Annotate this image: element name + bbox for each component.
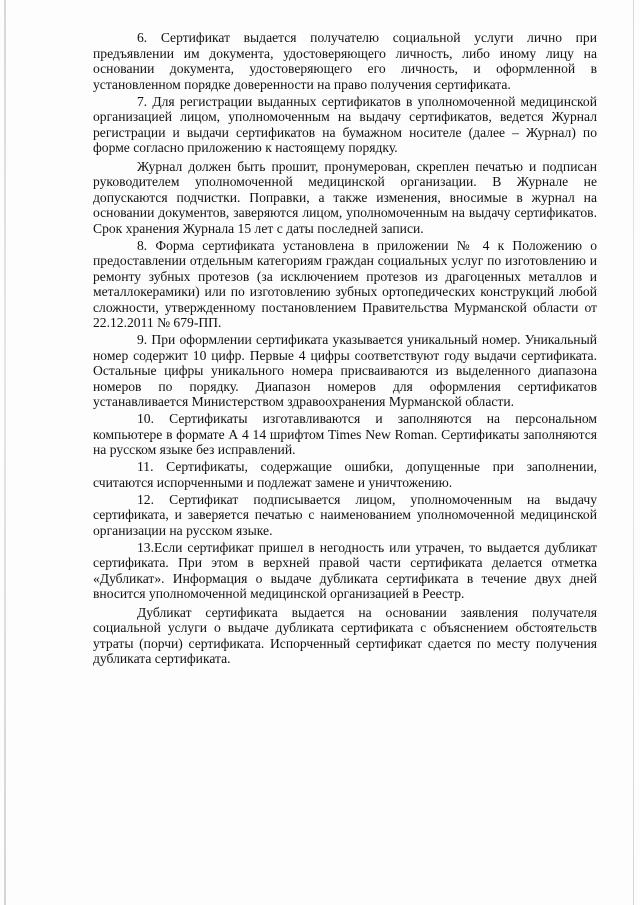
- paragraph-9: 9. При оформлении сертификата указывается уникальный номер. Уникальный номер содержит 10 цифр. Первые 4 цифры соответствуют году выдачи сертификата. Остальные цифры уникального номера присваиваются из выделенного диапазона номеров по порядку. Диапазон номеров для оформления сертификатов устанавливается Министерством здравоохранения Мурманской области.: [93, 332, 597, 409]
- paragraph-12: 12. Сертификат подписывается лицом, уполномоченным на выдачу сертификата, и заверяется печатью с наименованием уполномоченной медицинской организации на русском языке.: [93, 491, 597, 538]
- scan-edge-right: [633, 0, 634, 905]
- paragraph-8: 8. Форма сертификата установлена в приложении № 4 к Положению о предоставлении отдельным категориям граждан социальных услуг по изготовлению и ремонту зубных протезов (за исключением протезов из драгоценных металлов и металлокерамики) или по изготовлению зубных ортопедических конструкций любой сложности, утвержденному постановлением Правительства Мурманской области от 22.12.2011 № 679-ПП.: [93, 237, 597, 330]
- paragraph-7: 7. Для регистрации выданных сертификатов в уполномоченной медицинской организацией лицом, уполномоченным на выдачу сертификатов, ведется Журнал регистрации и выдачи сертификатов на бумажном носителе (далее – Журнал) по форме согласно приложению к настоящему порядку.: [93, 93, 597, 155]
- paragraph-11: 11. Сертификаты, содержащие ошибки, допущенные при заполнении, считаются испорченными и подлежат замене и уничтожению.: [93, 459, 597, 490]
- paragraph-journal: Журнал должен быть прошит, пронумерован, скреплен печатью и подписан руководителем уполномоченной медицинской организации. В Журнале не допускаются подчистки. Поправки, а также изменения, вносимые в журнал на основании документов, заверяются лицом, уполномоченным на выдачу сертификатов. Срок хранения Журнала 15 лет с даты последней записи.: [93, 158, 597, 236]
- document-body: [93, 30, 597, 668]
- paragraph-duplicate: Дубликат сертификата выдается на основании заявления получателя социальной услуги о выдаче дубликата сертификата с объяснением обстоятельств утраты (порчи) сертификата. Испорченный сертификат сдается по месту получения дубликата сертификата.: [93, 604, 597, 666]
- scan-edge-left: [4, 0, 6, 905]
- paragraph-13: 13.Если сертификат пришел в негодность или утрачен, то выдается дубликат сертификата. При этом в верхней правой части сертификата делается отметка «Дубликат». Информация о выдаче дубликата сертификата в течение двух дней вносится уполномоченной медицинской организацией в Реестр.: [93, 539, 597, 601]
- paragraph-6: 6. Сертификат выдается получателю социальной услуги лично при предъявлении им документа, удостоверяющего личность, либо иному лицу на основании документа, удостоверяющего его личность, и оформленной в установленном порядке доверенности на право получения сертификата.: [93, 30, 597, 92]
- paragraph-10: 10. Сертификаты изготавливаются и заполняются на персональном компьютере в формате А 4 14 шрифтом Times New Roman. Сертификаты заполняются на русском языке без исправлений.: [93, 411, 597, 457]
